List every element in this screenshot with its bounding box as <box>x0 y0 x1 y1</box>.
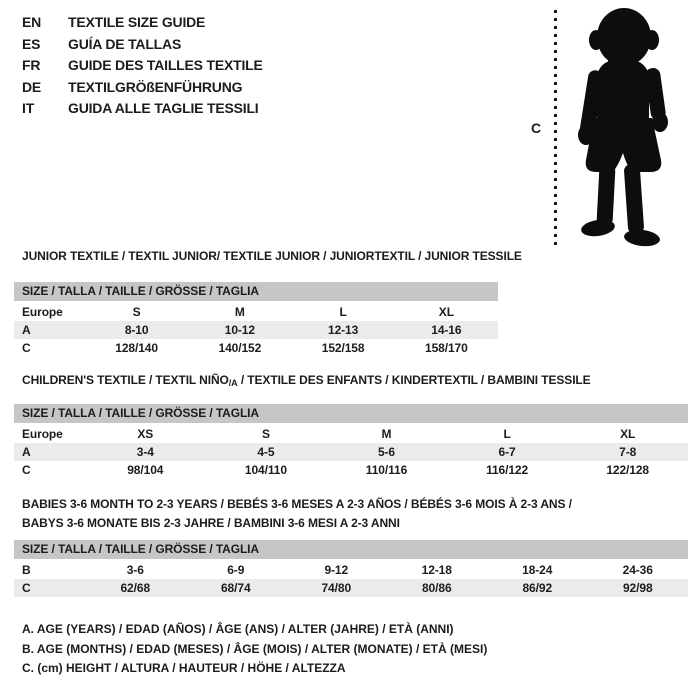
table-cell: 62/68 <box>120 581 151 595</box>
table-cell: 104/110 <box>244 463 287 477</box>
lang-label: GUIDA ALLE TAGLIE TESSILI <box>68 100 259 116</box>
heading-text: CHILDREN'S TEXTILE / TEXTIL NIÑO <box>22 373 229 387</box>
table-row-europe <box>14 303 498 321</box>
height-measure-label: C <box>531 120 542 136</box>
table-cell: 110/116 <box>365 463 408 477</box>
table-cell: 7-8 <box>619 445 637 459</box>
table-cell: XL <box>620 427 636 441</box>
table-cell: 9-12 <box>324 563 349 577</box>
lang-row-fr <box>22 55 263 77</box>
lang-code: ES <box>22 35 41 52</box>
lang-row-de <box>22 77 263 99</box>
table-cell: S <box>261 427 270 441</box>
table-cell: L <box>339 305 347 319</box>
lang-label: TEXTILGRÖßENFÜHRUNG <box>68 78 243 95</box>
table-row-height <box>14 339 498 357</box>
toddler-silhouette-icon <box>560 4 696 248</box>
babies-section-heading <box>22 495 572 533</box>
heading-text: / TEXTILE DES ENFANTS / KINDERTEXTIL / BAMBINI TESSILE <box>237 373 591 387</box>
lang-label: TEXTILE SIZE GUIDE <box>68 14 206 30</box>
legend-line-b: B. AGE (MONTHS) / EDAD (MESES) / ÂGE (MOIS) / ALTER (MONATE) / ETÀ (MESI) <box>22 641 488 656</box>
lang-code: IT <box>22 100 35 116</box>
lang-row-es <box>22 34 263 56</box>
lang-row-it <box>22 98 263 120</box>
table-cell: 6-9 <box>227 563 245 577</box>
table-row-height <box>14 579 688 597</box>
table-cell: 116/122 <box>486 463 529 477</box>
table-cell: 18-24 <box>522 563 553 577</box>
table-cell: 3-4 <box>136 445 154 459</box>
row-label: Europe <box>22 427 63 441</box>
row-label: Europe <box>22 305 63 319</box>
table-cell: 24-36 <box>622 563 653 577</box>
table-cell: 122/128 <box>606 463 650 477</box>
table-cell: 4-5 <box>257 445 275 459</box>
row-label: C <box>22 581 31 595</box>
table-cell: 12-18 <box>421 563 452 577</box>
row-label: B <box>22 563 31 577</box>
table-cell: 12-13 <box>328 323 359 337</box>
language-title-list <box>22 12 263 120</box>
lang-row-en <box>22 12 263 34</box>
table-cell: 10-12 <box>224 323 255 337</box>
table-row-height <box>14 461 688 479</box>
table-cell: 140/152 <box>218 341 262 355</box>
lang-code: FR <box>22 57 41 73</box>
table-cell: 152/158 <box>321 341 365 355</box>
heading-subscript: /A <box>228 378 238 388</box>
table-cell: M <box>381 427 392 441</box>
table-cell: L <box>503 427 511 441</box>
table-header-bar: SIZE / TALLA / TAILLE / GRÖSSE / TAGLIA <box>14 282 498 301</box>
table-row-age <box>14 443 688 461</box>
children-size-table <box>14 404 688 479</box>
lang-code: EN <box>22 14 42 30</box>
table-row-age-months <box>14 561 688 579</box>
table-header-bar: SIZE / TALLA / TAILLE / GRÖSSE / TAGLIA <box>14 540 688 559</box>
table-cell: XS <box>137 427 154 441</box>
table-cell: 92/98 <box>622 581 653 595</box>
height-dotted-line <box>554 10 557 246</box>
row-label: A <box>22 445 31 459</box>
table-cell: XL <box>438 305 454 319</box>
legend-line-c: C. (cm) HEIGHT / ALTURA / HAUTEUR / HÖHE / ALTEZZA <box>22 661 346 676</box>
children-section-heading <box>22 373 591 391</box>
lang-code: DE <box>22 78 42 95</box>
babies-size-table <box>14 540 688 597</box>
table-cell: 68/74 <box>220 581 251 595</box>
table-header-bar: SIZE / TALLA / TAILLE / GRÖSSE / TAGLIA <box>14 404 688 423</box>
table-cell: 80/86 <box>421 581 452 595</box>
row-label: C <box>22 341 31 355</box>
table-cell: 86/92 <box>522 581 553 595</box>
heading-line-2: BABYS 3-6 MONATE BIS 2-3 JAHRE / BAMBINI 3-6 MESI A 2-3 ANNI <box>22 516 400 530</box>
table-cell: 6-7 <box>498 445 516 459</box>
legend <box>22 620 487 679</box>
lang-label: GUIDE DES TAILLES TEXTILE <box>68 57 263 73</box>
table-cell: 8-10 <box>124 323 149 337</box>
table-row-age <box>14 321 498 339</box>
table-cell: 128/140 <box>115 341 158 355</box>
junior-size-table <box>14 282 498 357</box>
row-label: A <box>22 323 31 337</box>
table-cell: M <box>234 305 245 319</box>
row-label: C <box>22 463 31 477</box>
junior-section-heading: JUNIOR TEXTILE / TEXTIL JUNIOR/ TEXTILE JUNIOR / JUNIORTEXTIL / JUNIOR TESSILE <box>22 249 522 263</box>
table-cell: 3-6 <box>126 563 144 577</box>
table-cell: 98/104 <box>127 463 164 477</box>
legend-line-a: A. AGE (YEARS) / EDAD (AÑOS) / ÂGE (ANS) / ALTER (JAHRE) / ETÀ (ANNI) <box>22 622 454 636</box>
table-cell: 74/80 <box>321 581 352 595</box>
table-cell: 14-16 <box>431 323 462 337</box>
heading-line-1: BABIES 3-6 MONTH TO 2-3 YEARS / BEBÉS 3-6 MESES A 2-3 AÑOS / BÉBÉS 3-6 MOIS À 2-3 ANS / <box>22 497 572 511</box>
lang-label: GUÍA DE TALLAS <box>68 35 182 52</box>
table-row-europe <box>14 425 688 443</box>
table-cell: S <box>132 305 141 319</box>
table-cell: 5-6 <box>377 445 395 459</box>
table-cell: 158/170 <box>425 341 468 355</box>
